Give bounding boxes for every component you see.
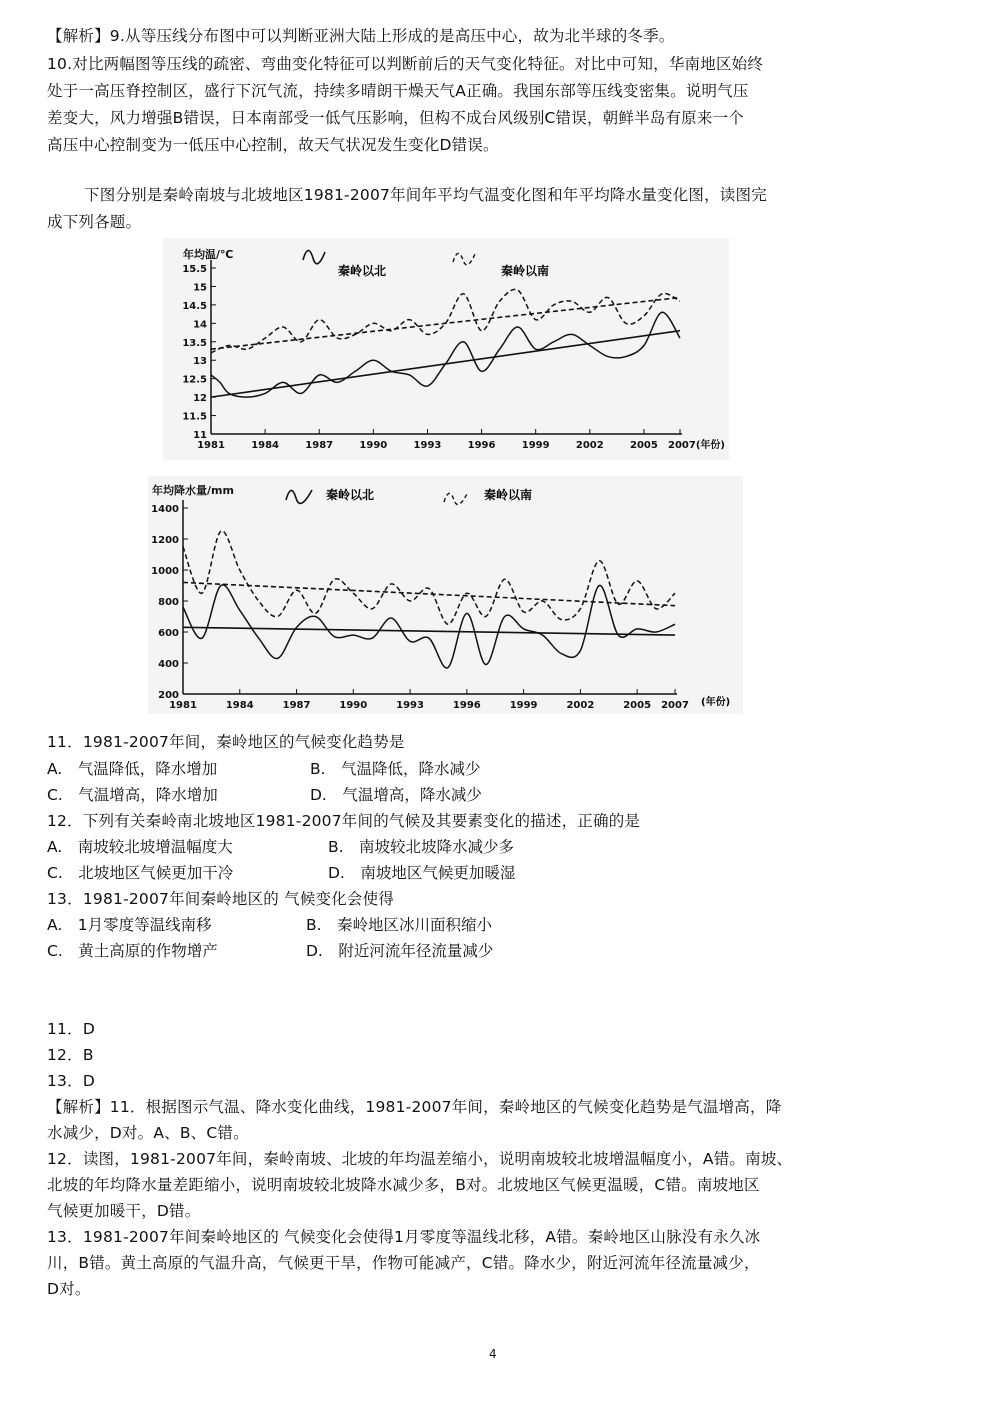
legend-south-icon xyxy=(444,492,468,505)
temperature-y-tick-label: 14.5 xyxy=(182,300,207,312)
temperature-y-tick-label: 13 xyxy=(193,356,207,368)
temperature-x-tick-label: 1987 xyxy=(305,440,334,451)
temperature-y-tick-label: 15 xyxy=(193,282,207,294)
precipitation-legend-north: 秦岭以北 xyxy=(326,488,375,502)
intro-line-1: 下图分别是秦岭南坡与北坡地区1981-2007年间年平均气温变化图和年平均降水量变化图，读图完 xyxy=(84,186,767,204)
temperature-y-tick-label: 12.5 xyxy=(182,374,207,386)
temperature-legend-south: 秦岭以南 xyxy=(501,264,550,278)
intro-line-2: 成下列各题。 xyxy=(47,213,142,231)
precipitation-x-tick-label: 1996 xyxy=(452,700,481,711)
temperature-y-tick-label: 15.5 xyxy=(182,264,207,275)
analysis-line-3: 12．读图，1981-2007年间，秦岭南坡、北坡的年均温差缩小，说明南坡较北坡增温幅度小，A错。南坡、 xyxy=(47,1150,793,1168)
precipitation-x-tick-label: 2005 xyxy=(623,700,652,711)
question-12-option-d: D. 南坡地区气候更加暖湿 xyxy=(328,864,516,882)
question-12-option-a: A. 南坡较北坡增温幅度大 xyxy=(47,838,233,856)
temperature-x-tick-label: 2002 xyxy=(575,440,604,451)
question-13-option-a: A. 1月零度等温线南移 xyxy=(47,916,212,934)
precipitation-x-tick-label: 1984 xyxy=(225,700,254,711)
precipitation-y-tick-label: 800 xyxy=(158,597,179,608)
question-13-option-b: B. 秦岭地区冰川面积缩小 xyxy=(306,916,493,934)
question-11-option-b: B. 气温降低，降水减少 xyxy=(310,760,481,778)
temperature-y-label: 年均温/℃ xyxy=(183,248,234,261)
temperature-legend-north: 秦岭以北 xyxy=(338,264,387,278)
temperature-x-tick-label: 1984 xyxy=(251,440,280,451)
precipitation-y-tick-label: 1400 xyxy=(151,504,179,515)
answer-13: 13．D xyxy=(47,1072,95,1090)
temperature-x-tick-label: 1990 xyxy=(359,440,388,451)
precipitation-chart xyxy=(148,476,743,714)
question-11-stem: 11．1981-2007年间，秦岭地区的气候变化趋势是 xyxy=(47,733,405,751)
question-12-option-b: B. 南坡较北坡降水减少多 xyxy=(328,838,515,856)
legend-north-icon xyxy=(286,490,312,503)
precipitation-x-tick-label: 1999 xyxy=(509,700,538,711)
precipitation-y-tick-label: 400 xyxy=(158,659,179,670)
question-13-option-d: D. 附近河流年径流量减少 xyxy=(306,942,494,960)
temperature-chart-svg xyxy=(163,238,729,460)
precipitation-x-tick-label: 1993 xyxy=(396,700,424,711)
analysis-line-8: D对。 xyxy=(47,1280,91,1298)
question-12-stem: 12．下列有关秦岭南北坡地区1981-2007年间的气候及其要素变化的描述，正确的是 xyxy=(47,812,641,830)
temperature-y-tick-label: 11.5 xyxy=(182,411,207,423)
legend-south-icon xyxy=(453,253,475,264)
precipitation-x-tick-label: 2002 xyxy=(566,700,595,711)
temperature-x-tick-label: 1993 xyxy=(413,440,442,451)
temperature-x-tick-label: 1981 xyxy=(197,440,225,451)
precipitation-series-north-trend xyxy=(183,627,675,635)
precipitation-legend-south: 秦岭以南 xyxy=(484,488,533,502)
answer-12: 12．B xyxy=(47,1046,94,1064)
temperature-series-north-trend xyxy=(211,331,680,397)
temperature-y-tick-label: 11 xyxy=(193,430,207,441)
analysis-10-line-4: 高压中心控制变为一低压中心控制，故天气状况发生变化D错误。 xyxy=(47,136,499,154)
temperature-y-tick-label: 12 xyxy=(193,393,207,405)
precipitation-chart-svg xyxy=(148,476,743,714)
analysis-9-line: 【解析】9.从等压线分布图中可以判断亚洲大陆上形成的是高压中心，故为北半球的冬季。 xyxy=(47,27,675,45)
question-11-option-d: D. 气温增高，降水减少 xyxy=(310,786,482,804)
temperature-x-tick-label: 2007(年份) xyxy=(668,440,725,451)
precipitation-y-tick-label: 1200 xyxy=(151,535,179,546)
analysis-line-4: 北坡的年均降水量差距缩小，说明南坡较北坡降水减少多，B对。北坡地区气候更温暖，C错。南坡地区 xyxy=(47,1176,760,1194)
page-number: 4 xyxy=(489,1347,497,1361)
temperature-x-tick-label: 1999 xyxy=(521,440,550,451)
analysis-line-1: 【解析】11．根据图示气温、降水变化曲线，1981-2007年间，秦岭地区的气候变化趋势是气温增高，降 xyxy=(47,1098,782,1116)
precipitation-y-label: 年均降水量/mm xyxy=(152,484,234,497)
temperature-chart xyxy=(163,238,729,460)
temperature-x-tick-label: 2005 xyxy=(630,440,658,451)
question-11-option-a: A. 气温降低，降水增加 xyxy=(47,760,218,778)
analysis-line-7: 川，B错。黄土高原的气温升高，气候更干旱，作物可能减产，C错。降水少，附近河流年径流量减少， xyxy=(47,1254,760,1272)
answer-11: 11．D xyxy=(47,1020,95,1038)
temperature-y-tick-label: 13.5 xyxy=(182,337,207,349)
question-13-stem: 13．1981-2007年间秦岭地区的 气候变化会使得 xyxy=(47,890,395,908)
precipitation-x-tick-label: 2007 xyxy=(661,700,689,711)
analysis-line-6: 13．1981-2007年间秦岭地区的 气候变化会使得1月零度等温线北移，A错。秦岭地区山脉没有永久冰 xyxy=(47,1228,761,1246)
precipitation-series-south xyxy=(183,531,675,624)
analysis-line-2: 水减少，D对。A、B、C错。 xyxy=(47,1124,249,1142)
precipitation-x-tick-label: 1981 xyxy=(169,700,197,711)
precipitation-y-tick-label: 1000 xyxy=(151,566,179,577)
question-12-option-c: C. 北坡地区气候更加干冷 xyxy=(47,864,234,882)
temperature-y-tick-label: 14 xyxy=(193,319,207,331)
question-13-option-c: C. 黄土高原的作物增产 xyxy=(47,942,218,960)
temperature-x-tick-label: 1996 xyxy=(467,440,496,451)
analysis-line-5: 气候更加暖干，D错。 xyxy=(47,1202,201,1220)
precipitation-x-unit: (年份) xyxy=(701,697,731,708)
analysis-10-line-2: 处于一高压脊控制区，盛行下沉气流，持续多晴朗干燥天气A正确。我国东部等压线变密集。说明气压 xyxy=(47,82,749,100)
precipitation-x-tick-label: 1990 xyxy=(339,700,368,711)
precipitation-y-tick-label: 200 xyxy=(158,690,179,701)
precipitation-x-tick-label: 1987 xyxy=(282,700,311,711)
analysis-10-line-3: 差变大，风力增强B错误，日本南部受一低气压影响，但构不成台风级别C错误，朝鲜半岛有原来一个 xyxy=(47,109,744,127)
temperature-series-north xyxy=(211,312,680,397)
question-11-option-c: C. 气温增高，降水增加 xyxy=(47,786,218,804)
analysis-10-line-1: 10.对比两幅图等压线的疏密、弯曲变化特征可以判断前后的天气变化特征。对比中可知，华南地区始终 xyxy=(47,55,764,73)
precipitation-y-tick-label: 600 xyxy=(158,628,179,639)
legend-north-icon xyxy=(303,250,325,263)
temperature-series-south xyxy=(211,289,680,352)
